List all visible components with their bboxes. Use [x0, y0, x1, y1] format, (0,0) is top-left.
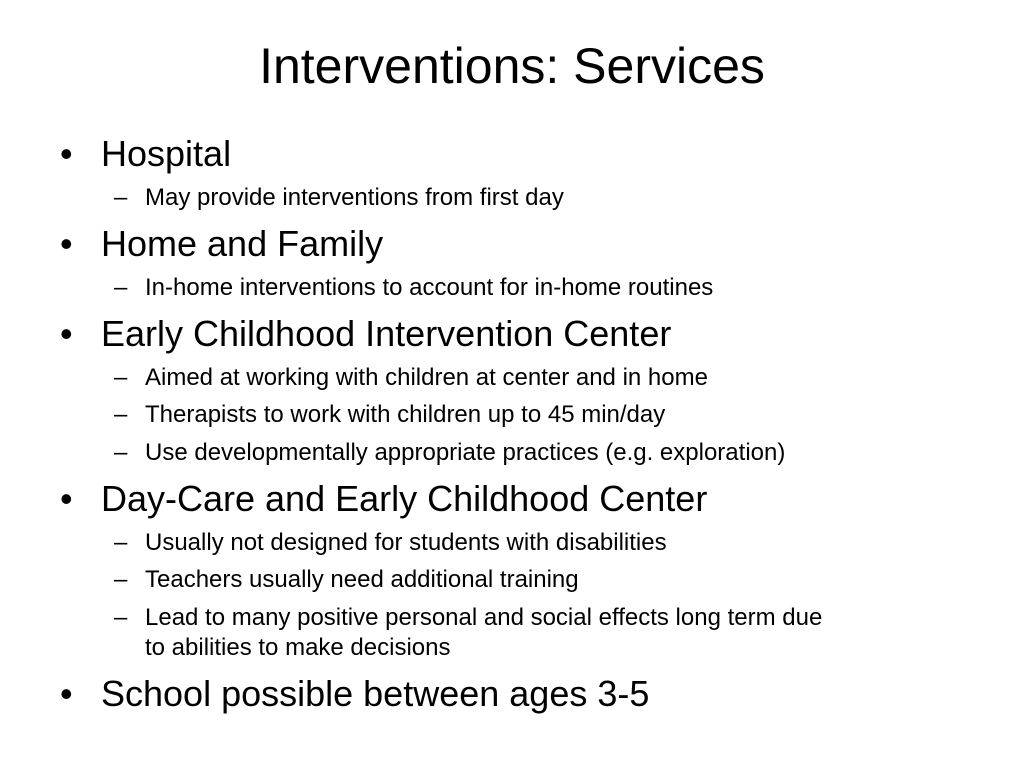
dash-icon: –: [114, 439, 128, 466]
bullet-icon: •: [60, 478, 73, 519]
subitem-text: In-home interventions to account for in-home routines: [145, 274, 714, 301]
dash-icon: –: [114, 604, 128, 631]
bullet-text: Home and Family: [101, 223, 384, 264]
dash-icon: –: [114, 529, 128, 556]
dash-icon: –: [114, 401, 128, 428]
bullet-text: Day-Care and Early Childhood Center: [101, 478, 708, 519]
subitem-text: May provide interventions from first day: [145, 184, 564, 211]
subitem-text: Use developmentally appropriate practices (e.g. exploration): [145, 439, 786, 466]
bullet-text: School possible between ages 3-5: [101, 673, 650, 714]
subitem-text: Teachers usually need additional training: [145, 566, 579, 593]
subitem-text: Therapists to work with children up to 45 min/day: [145, 401, 666, 428]
dash-icon: –: [114, 364, 128, 391]
bullet-text: Early Childhood Intervention Center: [101, 313, 672, 354]
bullet-icon: •: [60, 223, 73, 264]
slide-title: Interventions: Services: [259, 38, 765, 94]
bullet-text: Hospital: [101, 133, 232, 174]
subitem-text: Usually not designed for students with disabilities: [145, 529, 667, 556]
bullet-icon: •: [60, 673, 73, 714]
dash-icon: –: [114, 274, 128, 301]
bullet-icon: •: [60, 313, 73, 354]
dash-icon: –: [114, 566, 128, 593]
subitem-text: Aimed at working with children at center and in home: [145, 364, 708, 391]
dash-icon: –: [114, 184, 128, 211]
subitem-text: Lead to many positive personal and social effects long term due: [145, 604, 823, 631]
bullet-icon: •: [60, 133, 73, 174]
subitem-text: to abilities to make decisions: [145, 634, 451, 661]
